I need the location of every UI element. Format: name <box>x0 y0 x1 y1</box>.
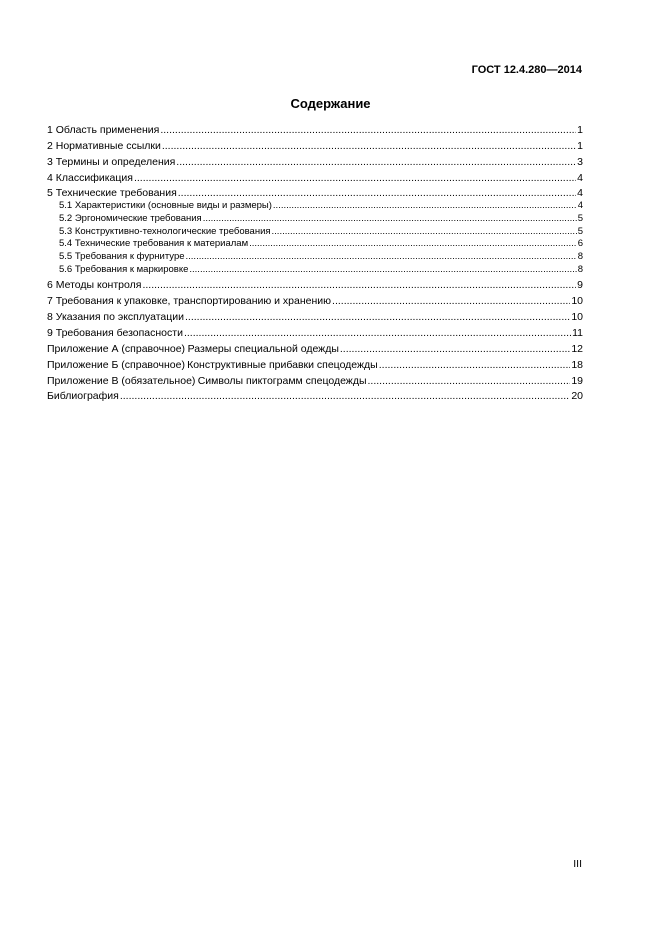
toc-item-label: 2 Нормативные ссылки <box>47 139 161 152</box>
toc-item-label: 7 Требования к упаковке, транспортированию и хранению <box>47 295 332 308</box>
toc-item-label: 5.4 Технические требования к материалам <box>59 238 249 250</box>
toc-item-8[interactable] <box>47 311 583 324</box>
toc-item-page: 5 <box>577 213 583 225</box>
toc-item-label: 5.1 Характеристики (основные виды и размеры) <box>59 200 272 212</box>
toc-item-9[interactable] <box>47 327 583 340</box>
toc-leader-dots <box>249 238 577 251</box>
toc-appendix-prefix: Приложение А (справочное) <box>47 342 186 355</box>
toc-item-page: 5 <box>577 225 583 237</box>
toc-leader-dots <box>176 156 576 169</box>
toc-item-page: 8 <box>577 251 583 263</box>
toc-subitem-5-1[interactable] <box>47 200 583 213</box>
toc-appendix-a[interactable] <box>47 343 583 356</box>
toc-item-page: 8 <box>577 263 583 275</box>
toc-item-page: 20 <box>571 390 583 403</box>
toc-item-page: 1 <box>577 139 583 152</box>
toc-leader-dots <box>134 172 576 185</box>
toc-item-label: 1 Область применения <box>47 124 160 136</box>
page-title: Содержание <box>290 96 371 111</box>
toc-item-6[interactable] <box>47 279 583 292</box>
toc-leader-dots <box>340 343 570 356</box>
toc-appendix-b[interactable] <box>47 359 583 372</box>
toc-leader-dots <box>184 327 571 340</box>
toc-item-3[interactable] <box>47 156 583 169</box>
toc-leader-dots <box>189 264 576 277</box>
toc-leader-dots <box>178 187 576 200</box>
toc-item-label: 5.5 Требования к фурнитуре <box>59 251 185 263</box>
toc-leader-dots <box>185 311 570 324</box>
table-of-contents <box>47 124 583 403</box>
toc-item-page: 4 <box>577 171 583 184</box>
toc-leader-dots <box>160 124 576 137</box>
toc-item-4[interactable] <box>47 172 583 185</box>
toc-item-page: 12 <box>571 342 583 355</box>
toc-item-label: 5.2 Эргономические требования <box>59 213 202 225</box>
toc-subitem-5-5[interactable] <box>47 251 583 264</box>
toc-item-page: 11 <box>572 326 583 339</box>
toc-item-label: 5 Технические требования <box>47 187 177 200</box>
toc-subitem-5-6[interactable] <box>47 264 583 277</box>
toc-item-page: 10 <box>571 295 583 308</box>
toc-item-page: 3 <box>577 155 583 168</box>
page-number: III <box>573 858 582 870</box>
toc-leader-dots <box>162 140 576 153</box>
document-code: ГОСТ 12.4.280—2014 <box>471 64 582 76</box>
toc-leader-dots <box>142 279 576 292</box>
toc-item-2[interactable] <box>47 140 583 153</box>
toc-item-label: Библиография <box>47 390 119 403</box>
toc-leader-dots <box>379 359 571 372</box>
toc-leader-dots <box>272 226 577 239</box>
toc-appendix-v[interactable] <box>47 375 583 388</box>
toc-subitem-5-2[interactable] <box>47 213 583 226</box>
toc-leader-dots <box>186 251 577 264</box>
toc-item-page: 4 <box>577 200 583 212</box>
toc-item-5[interactable] <box>47 187 583 200</box>
toc-item-page: 4 <box>577 187 583 200</box>
toc-item-7[interactable] <box>47 295 583 308</box>
toc-item-page: 19 <box>571 374 583 387</box>
toc-item-1[interactable] <box>47 124 583 137</box>
toc-item-page: 6 <box>577 238 583 250</box>
toc-leader-dots <box>368 375 571 388</box>
toc-item-page: 10 <box>571 311 583 324</box>
toc-leader-dots <box>203 213 577 226</box>
toc-appendix-title: Размеры специальной одежды <box>187 342 339 355</box>
toc-appendix-title: Конструктивные прибавки спецодежды <box>187 358 378 371</box>
toc-subitem-5-4[interactable] <box>47 238 583 251</box>
toc-item-page: 9 <box>577 279 583 292</box>
toc-item-label: 5.3 Конструктивно-технологические требования <box>59 225 271 237</box>
toc-leader-dots <box>332 295 570 308</box>
toc-item-label: 5.6 Требования к маркировке <box>59 263 189 275</box>
toc-item-label: 9 Требования безопасности <box>47 326 183 339</box>
toc-item-label: 6 Методы контроля <box>47 279 142 292</box>
toc-leader-dots <box>120 390 570 403</box>
toc-item-label: 8 Указания по эксплуатации <box>47 311 185 324</box>
toc-item-page: 18 <box>571 358 583 371</box>
toc-leader-dots <box>273 200 577 213</box>
toc-appendix-prefix: Приложение Б (справочное) <box>47 358 185 371</box>
toc-appendix-prefix: Приложение В (обязательное) <box>47 374 196 387</box>
toc-item-label: 3 Термины и определения <box>47 155 176 168</box>
toc-appendix-title: Символы пиктограмм спецодежды <box>197 374 367 387</box>
toc-subitem-5-3[interactable] <box>47 226 583 239</box>
toc-bibliography[interactable] <box>47 390 583 403</box>
toc-item-label: 4 Классификация <box>47 171 133 184</box>
toc-item-page: 1 <box>577 124 583 136</box>
